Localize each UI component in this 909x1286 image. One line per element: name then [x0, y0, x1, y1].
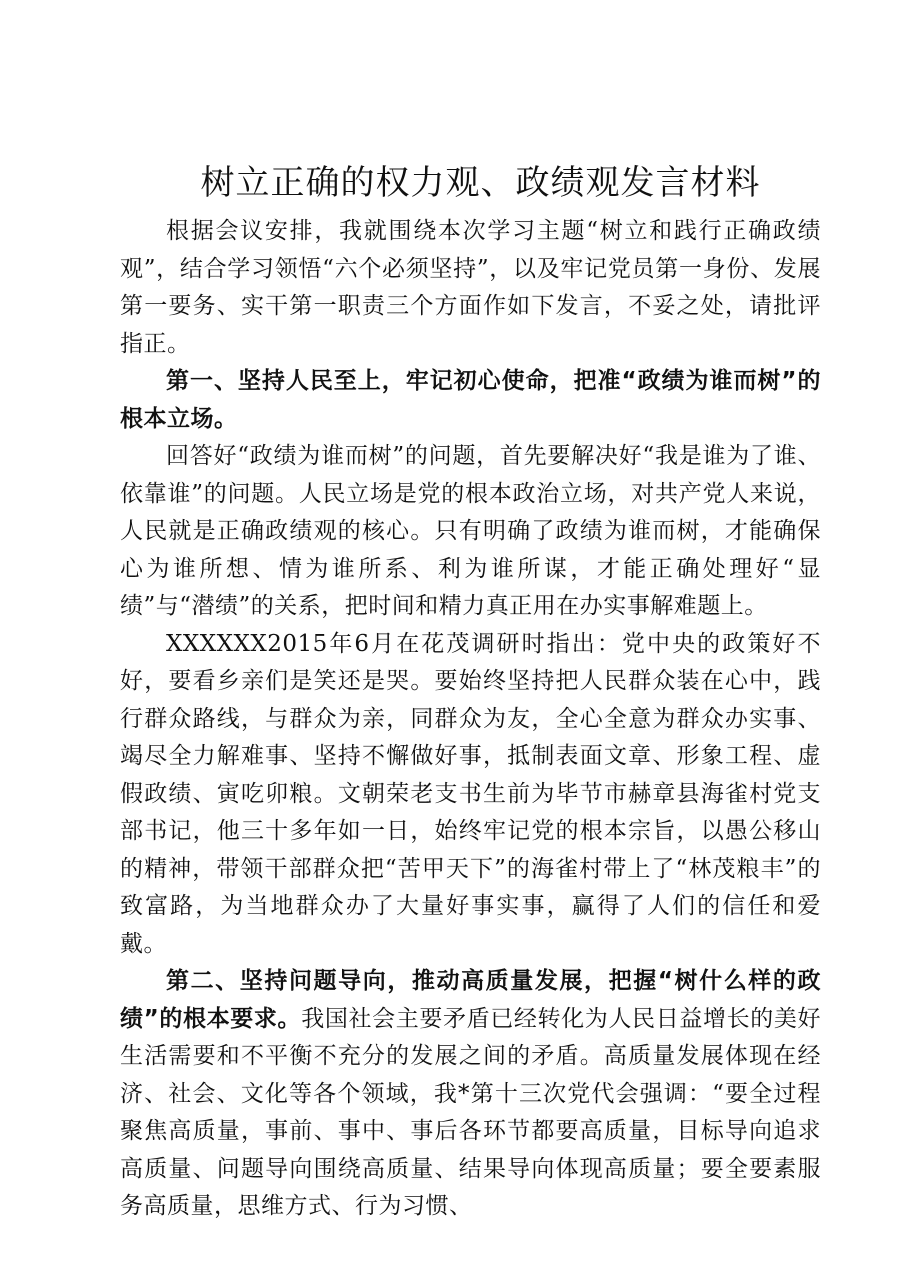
paragraph-text: 我国社会主要矛盾已经转化为人民日益增长的美好生活需要和不平衡不充分的发展之间的矛盾。高质量发展体现在经济、社会、文化等各个领域，我*第十三次党代会强调：“要全过程聚焦高质量，事前、事中、事后各环节都要高质量，目标导向追求高质量、问题导向围绕高质量、结果导向体现高质量；要全要素服务高质量，思维方式、行为习惯、 [120, 1005, 821, 1219]
paragraph-section-2 [120, 963, 821, 1226]
paragraph-text: XXXXXX2015年6月在花茂调研时指出：党中央的政策好不好，要看乡亲们是笑还是哭。要始终坚持把人民群众装在心中，践行群众路线，与群众为亲，同群众为友，全心全意为群众办实事、竭尽全力解难事、坚持不懈做好事，抵制表面文章、形象工程、虚假政绩、寅吃卯粮。文朝荣老支书生前为毕节市赫章县海雀村党支部书记，他三十多年如一日，始终牢记党的根本宗旨，以愚公移山的精神，带领干部群众把“苦甲天下”的海雀村带上了“林茂粮丰”的致富路，为当地群众办了大量好事实事，赢得了人们的信任和爱戴。 [120, 630, 821, 957]
paragraph-text: 回答好“政绩为谁而树”的问题，首先要解决好“我是谁为了谁、依靠谁”的问题。人民立场是党的根本政治立场，对共产党人来说，人民就是正确政绩观的核心。只有明确了政绩为谁而树，才能确保心为谁所想、情为谁所系、利为谁所谋，才能正确处理好“显绩”与“潜绩”的关系，把时间和精力真正用在办实事解难题上。 [120, 443, 821, 619]
paragraph-body-1 [120, 438, 821, 626]
paragraph-text: 根据会议安排，我就围绕本次学习主题“树立和践行正确政绩观”，结合学习领悟“六个必须坚持”，以及牢记党员第一身份、发展第一要务、实干第一职责三个方面作如下发言，不妥之处，请批评指正。 [120, 218, 821, 357]
section-heading-1 [120, 363, 821, 438]
document-title: 树立正确的权力观、政绩观发言材料 [200, 163, 761, 203]
paragraph-lead: 第一、坚持人民至上，牢记初心使命，把准“政绩为谁而树”的根本立场。 [120, 368, 821, 432]
paragraph-body-2 [120, 626, 821, 964]
paragraph-intro [120, 213, 821, 363]
paragraph-lead: 第二、坚持问题导向，推动高质量发展，把握“树什么样的政绩”的根本要求。 [120, 968, 821, 1032]
